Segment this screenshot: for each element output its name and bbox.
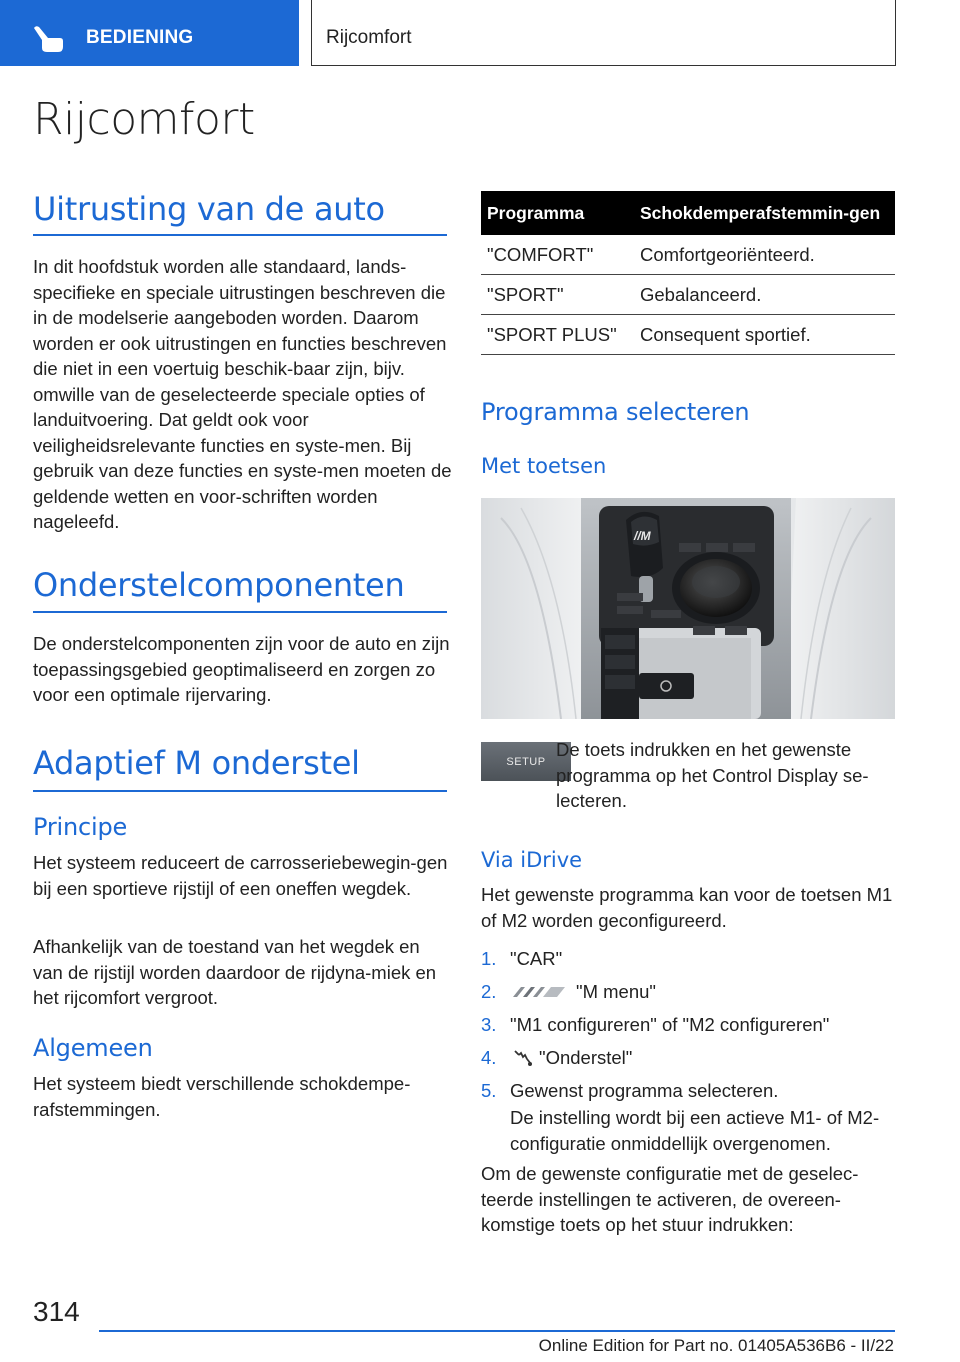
suspension-icon bbox=[513, 1049, 533, 1067]
heading-rule bbox=[33, 611, 447, 613]
paragraph-setup: De toets indrukken en het gewenste programma op het Control Display se-lecteren. bbox=[556, 739, 869, 811]
table-row bbox=[481, 275, 895, 315]
heading-equipment: Uitrusting van de auto bbox=[33, 190, 385, 228]
heading-adaptive-suspension: Adaptief M onderstel bbox=[33, 744, 360, 782]
section-tab bbox=[0, 0, 299, 66]
list-item bbox=[481, 979, 901, 1012]
chapter-label: Rijcomfort bbox=[326, 27, 412, 48]
table-cell: Comfortgeoriënteerd. bbox=[634, 235, 895, 275]
table-row bbox=[481, 315, 895, 355]
paragraph-principle-1: Het systeem reduceert de carrosseriebewegin-gen bij een sportieve rijstijl of een oneffen wegdek. bbox=[33, 852, 448, 899]
damper-program-table bbox=[481, 191, 895, 355]
heading-rule bbox=[33, 790, 447, 792]
step-text: "CAR" bbox=[510, 948, 563, 969]
table-cell: "SPORT PLUS" bbox=[481, 315, 634, 355]
step-text: "M menu" bbox=[576, 981, 656, 1002]
step-number: 3. bbox=[481, 1014, 497, 1035]
center-console-photo bbox=[481, 498, 895, 719]
list-item bbox=[481, 1045, 901, 1078]
heading-select-program: Programma selecteren bbox=[481, 398, 750, 426]
paragraph-chassis: De onderstelcomponenten zijn voor de auto en zijn toepassingsgebied geoptimaliseerd en zorgen zo voor een optimale rijervaring. bbox=[33, 633, 450, 705]
step-number: 1. bbox=[481, 948, 497, 969]
svg-text://M: //M bbox=[634, 529, 651, 543]
setup-button-label: SETUP bbox=[506, 755, 546, 768]
table-header-cell: Schokdemperafstemmin-gen bbox=[634, 191, 895, 235]
step-text: "Onderstel" bbox=[539, 1047, 633, 1068]
step-number: 2. bbox=[481, 981, 497, 1002]
heading-via-idrive: Via iDrive bbox=[481, 848, 583, 872]
heading-principle: Principe bbox=[33, 813, 128, 841]
step-text: "M1 configureren" of "M2 configureren" bbox=[510, 1014, 830, 1035]
step-number: 5. bbox=[481, 1080, 497, 1101]
table-row bbox=[481, 235, 895, 275]
paragraph-idrive: Het gewenste programma kan voor de toetsen M1 of M2 worden geconfigureerd. bbox=[481, 884, 893, 931]
paragraph-principle-2: Afhankelijk van de toestand van het wegdek en van de rijstijl worden daardoor de rijdyna-miek en het rijcomfort vergroot. bbox=[33, 936, 437, 1008]
chapter-box bbox=[311, 0, 896, 66]
paragraph-activate: Om de gewenste configuratie met de geselec-teerde instellingen te activeren, de overeen-komstige toets op het stuur indrukken: bbox=[481, 1163, 859, 1235]
list-item bbox=[481, 946, 901, 979]
steps-list bbox=[481, 946, 901, 1154]
m-menu-icon bbox=[513, 986, 567, 998]
page-number: 314 bbox=[33, 1296, 80, 1327]
table-header-row bbox=[481, 191, 895, 235]
table-cell: Gebalanceerd. bbox=[634, 275, 895, 315]
heading-general: Algemeen bbox=[33, 1034, 153, 1062]
table-cell: "COMFORT" bbox=[481, 235, 634, 275]
paragraph-general: Het systeem biedt verschillende schokdempe-rafstemmingen. bbox=[33, 1073, 411, 1120]
paragraph-equipment: In dit hoofdstuk worden alle standaard, lands-specifieke en speciale uitrustingen beschreven die in de modelserie aangeboden worden. Daarom worden er ook uitrustingen en functies beschreven die niet in een voertuig beschik-baar zijn, bijv. omwille van de geselecteerde speciale opties of landuitvoering. Dat geldt ook voor veiligheidsrelevante functies en syste-men. Bij gebruik van deze functies en syste-men moeten de geldende wetten en voor-schriften worden nageleefd. bbox=[33, 256, 452, 532]
page-title: Rijcomfort bbox=[33, 94, 255, 145]
edition-text: Online Edition for Part no. 01405A536B6 - II/22 bbox=[538, 1336, 894, 1355]
section-label: BEDIENING bbox=[86, 27, 194, 48]
table-cell: Consequent sportief. bbox=[634, 315, 895, 355]
table-cell: "SPORT" bbox=[481, 275, 634, 315]
step-5-note: De instelling wordt bij een actieve M1- of M2-configuratie onmiddellijk overgenomen. bbox=[510, 1107, 880, 1154]
heading-with-buttons: Met toetsen bbox=[481, 454, 607, 478]
table-header-cell: Programma bbox=[481, 191, 634, 235]
list-item bbox=[481, 1012, 901, 1045]
step-text: Gewenst programma selecteren. bbox=[510, 1080, 779, 1101]
step-number: 4. bbox=[481, 1047, 497, 1068]
pointing-hand-icon bbox=[30, 26, 70, 54]
footer-rule bbox=[99, 1330, 895, 1332]
heading-rule bbox=[33, 234, 447, 236]
heading-chassis: Onderstelcomponenten bbox=[33, 566, 405, 604]
